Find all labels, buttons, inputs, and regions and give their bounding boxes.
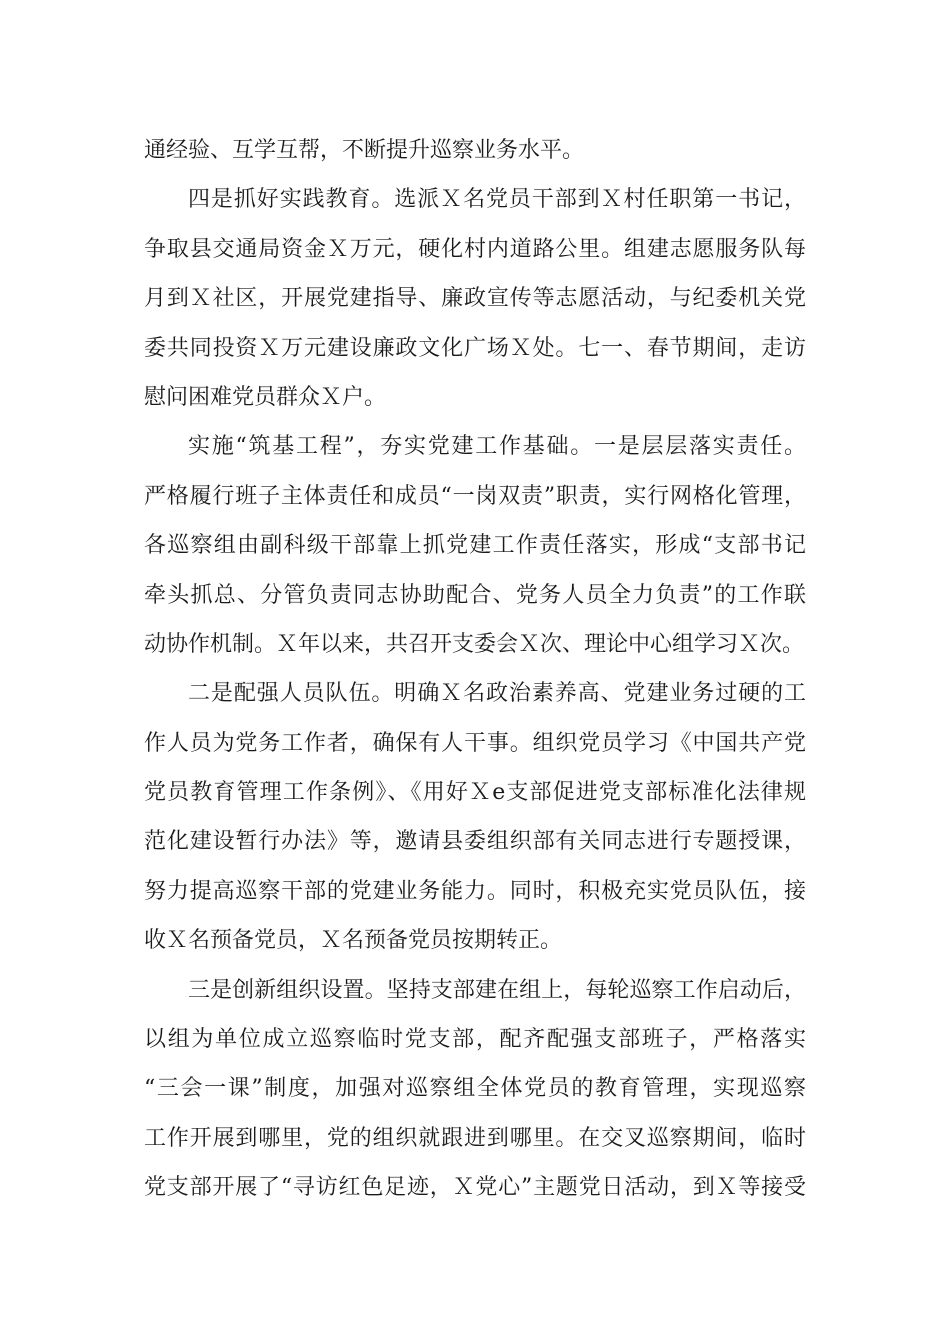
text-line: 作人员为党务工作者，确保有人干事。组织党员学习《中国共产党: [144, 730, 806, 756]
text-line: 各巡察组由副科级干部靠上抓党建工作责任落实，形成“支部书记: [144, 533, 806, 559]
paragraph-first-line: 三是创新组织设置。坚持支部建在组上，每轮巡察工作启动后，: [188, 977, 806, 1003]
text-line: 争取县交通局资金Ｘ万元，硬化村内道路公里。组建志愿服务队每: [144, 236, 806, 262]
text-line: 动协作机制。Ｘ年以来，共召开支委会Ｘ次、理论中心组学习Ｘ次。: [144, 631, 805, 657]
text-line: 月到Ｘ社区，开展党建指导、廉政宣传等志愿活动，与纪委机关党: [144, 286, 806, 312]
text-line: 努力提高巡察干部的党建业务能力。同时，积极充实党员队伍，接: [144, 878, 806, 904]
paragraph-first-line: 二是配强人员队伍。明确Ｘ名政治素养高、党建业务过硬的工: [188, 681, 806, 707]
text-line: 党支部开展了“寻访红色足迹，Ｘ党心”主题党日活动，到Ｘ等接受: [144, 1175, 806, 1201]
text-line: 通经验、互学互帮，不断提升巡察业务水平。: [144, 138, 585, 163]
text-line: 慰问困难党员群众Ｘ户。: [144, 384, 387, 410]
text-line: “三会一课”制度，加强对巡察组全体党员的教育管理，实现巡察: [144, 1076, 806, 1102]
paragraph-first-line: 实施“筑基工程”，夯实党建工作基础。一是层层落实责任。: [188, 434, 806, 460]
text-line: 党员教育管理工作条例》、《用好Ｘe支部促进党支部标准化法律规: [144, 780, 806, 806]
text-line: 工作开展到哪里，党的组织就跟进到哪里。在交叉巡察期间，临时: [144, 1125, 806, 1151]
text-line: 牵头抓总、分管负责同志协助配合、党务人员全力负责”的工作联: [144, 582, 806, 608]
text-line: 严格履行班子主体责任和成员“一岗双责”职责，实行网格化管理，: [144, 483, 806, 509]
text-line: 范化建设暂行办法》等，邀请县委组织部有关同志进行专题授课，: [144, 829, 806, 855]
text-line: 以组为单位成立巡察临时党支部，配齐配强支部班子，严格落实: [144, 1027, 806, 1053]
text-line: 收Ｘ名预备党员，Ｘ名预备党员按期转正。: [144, 928, 563, 954]
paragraph-first-line: 四是抓好实践教育。选派Ｘ名党员干部到Ｘ村任职第一书记，: [188, 187, 806, 213]
document-body: [144, 126, 806, 1213]
text-line: 委共同投资Ｘ万元建设廉政文化广场Ｘ处。七一、春节期间，走访: [144, 335, 806, 361]
